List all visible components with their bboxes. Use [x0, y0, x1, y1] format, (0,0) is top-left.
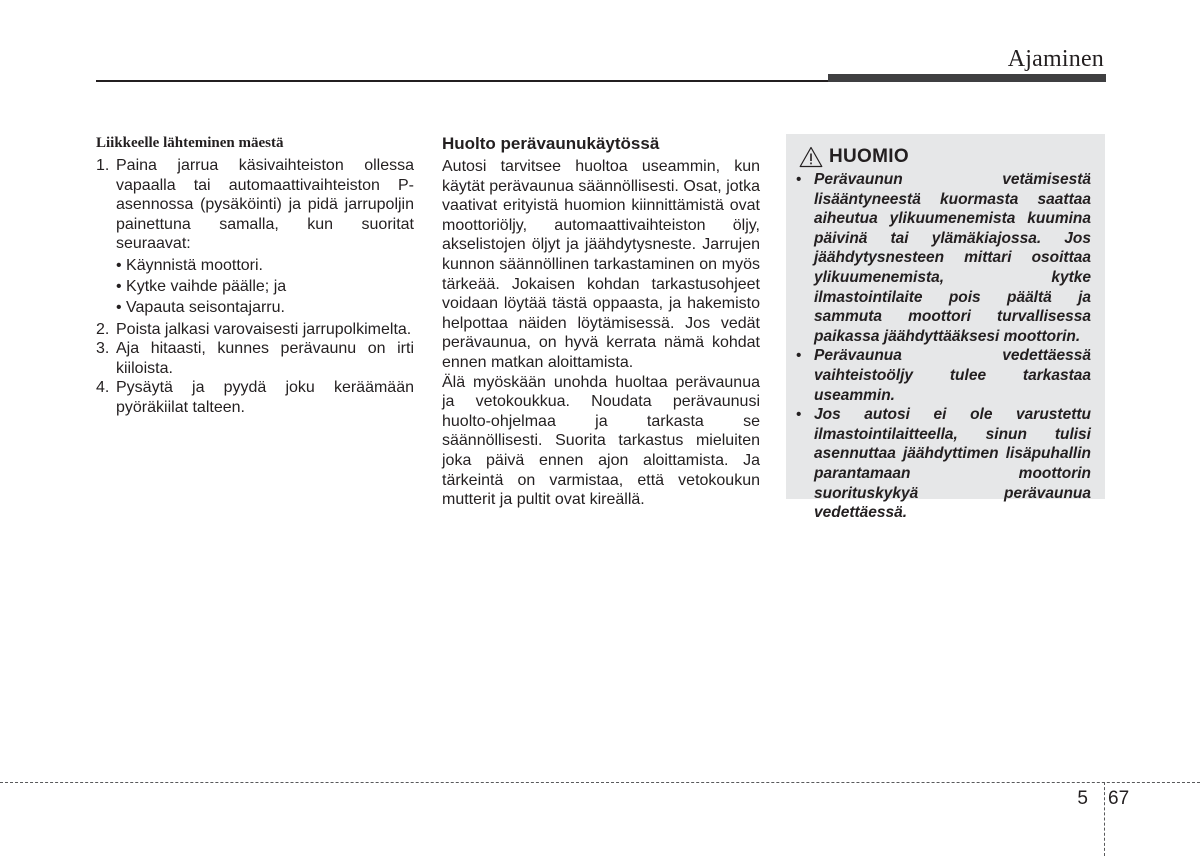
footer-separator — [1104, 782, 1105, 856]
step-text: Aja hitaasti, kunnes perävaunu on irti kiiloista. — [116, 340, 414, 377]
maintenance-heading: Huolto perävaunukäytössä — [442, 134, 660, 153]
hill-start-heading: Liikkeelle lähteminen mäestä — [96, 135, 284, 151]
step-item — [96, 320, 414, 340]
notice-box — [786, 134, 1105, 522]
page-number: 67 — [1108, 788, 1130, 809]
notice-header — [796, 146, 1091, 168]
sub-bullet-item: • Käynnistä moottori. — [116, 256, 263, 274]
notice-bullet: • — [796, 406, 802, 424]
notice-title: HUOMIO — [829, 146, 909, 167]
warning-triangle-icon — [799, 146, 823, 168]
notice-bullet: • — [796, 171, 802, 188]
footer-divider — [0, 782, 1200, 783]
step-item — [96, 378, 414, 417]
hill-start-steps-continued — [96, 320, 414, 418]
notice-bullet: • — [796, 347, 802, 365]
notice-text: Jos autosi ei ole varustettu ilmastointilaitteella, sinun tulisi asennuttaa jäähdyttimen lisäpuhallin parantamaan moottorin suorituskykyä perävaunua vedettäessä. — [814, 406, 1091, 522]
chapter-number: 5 — [1077, 788, 1088, 809]
step-number: 1. — [96, 157, 110, 174]
middle-column — [442, 134, 760, 510]
step-number: 2. — [96, 320, 110, 338]
sub-bullet-list — [116, 256, 414, 318]
notice-item — [796, 170, 1091, 346]
notice-item — [796, 346, 1091, 405]
maintenance-paragraph: Autosi tarvitsee huoltoa useammin, kun käytät perävaunua säännöllisesti. Osat, jotka vaativat erityistä huomion kiinnittämistä ovat moottoriöljy, automaattivaihteiston öljy, akselistojen öljyt ja jäähdytysneste. Jarrujen kunnon säännöllinen tarkastaminen on myös tärkeää. Jokaisen kohdan tarkastusohjeet voidaan löytää tästä oppaasta, ja hakemisto helpottaa näiden löytämisessä. Jos vedät perävaunua, on hyvä kerrata nämä kohdat ennen matkan aloittamista. — [442, 158, 760, 371]
step-text: Poista jalkasi varovaisesti jarrupolkimelta. — [116, 320, 412, 338]
notice-text: Perävaunua vedettäessä vaihteistoöljy tulee tarkastaa useammin. — [814, 347, 1091, 404]
sub-bullet-item: • Vapauta seisontajarru. — [116, 299, 285, 317]
step-item — [96, 156, 414, 254]
step-number: 3. — [96, 340, 110, 358]
notice-list — [796, 170, 1091, 523]
sub-bullet-item: • Kytke vaihde päälle; ja — [116, 278, 287, 296]
step-text: Paina jarrua käsivaihteiston ollessa vapaalla tai automaattivaihteiston P-asennossa (pysäköinti) ja pidä jarrupoljin painettuna samalla, kun suoritat seuraavat: — [116, 157, 414, 253]
chapter-title: Ajaminen — [1007, 46, 1104, 72]
header-bar — [828, 74, 1106, 82]
step-text: Pysäytä ja pyydä joku keräämään pyöräkiilat talteen. — [116, 379, 414, 416]
notice-item — [796, 405, 1091, 523]
notice-text: Perävaunun vetämisestä lisääntyneestä kuormasta saattaa aiheutua ylikuumenemista kuumina päivinä tai ylämäkiajossa. Jos jäähdytysnesteen mittari osoittaa ylikuumenemista, kytke ilmastointilaite pois päältä ja sammuta moottori turvallisessa paikassa jäähdyttääksesi moottorin. — [814, 171, 1091, 345]
maintenance-paragraph: Älä myöskään unohda huoltaa perävaunua ja vetokoukkua. Noudata perävaunusi huolto-ohjelmaa ja tarkasta se säännöllisesti. Suorita tarkastus mieluiten joka päivä ennen ajon aloittamista. Ja tärkeintä on varmistaa, että vetokoukun mutterit ja pultit ovat kireällä. — [442, 373, 760, 509]
left-column — [96, 134, 414, 418]
step-item — [96, 339, 414, 378]
hill-start-steps — [96, 156, 414, 254]
step-number: 4. — [96, 379, 110, 397]
